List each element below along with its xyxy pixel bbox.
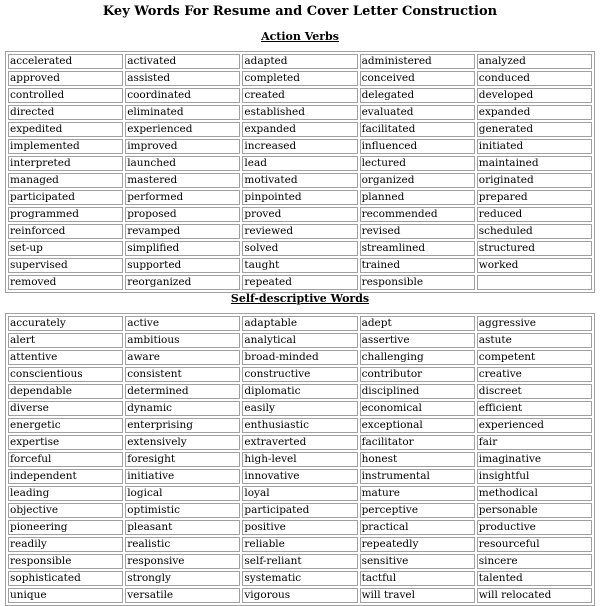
- table-cell: prepared: [477, 190, 592, 205]
- table-cell: conscientious: [8, 367, 123, 382]
- table-cell: conceived: [360, 71, 475, 86]
- table-cell: methodical: [477, 486, 592, 501]
- table-cell: worked: [477, 258, 592, 273]
- table-row: [8, 122, 592, 137]
- table-cell: reorganized: [125, 275, 240, 290]
- table-cell: personable: [477, 503, 592, 518]
- table-cell: expedited: [8, 122, 123, 137]
- table-cell: simplified: [125, 241, 240, 256]
- table-cell: readily: [8, 537, 123, 552]
- table-cell: innovative: [242, 469, 357, 484]
- table-cell: performed: [125, 190, 240, 205]
- table-cell: facilitator: [360, 435, 475, 450]
- table-cell: supervised: [8, 258, 123, 273]
- table-row: [8, 503, 592, 518]
- table-cell: completed: [242, 71, 357, 86]
- table-cell: competent: [477, 350, 592, 365]
- table-cell: pinpointed: [242, 190, 357, 205]
- table-row: [8, 173, 592, 188]
- table-cell: increased: [242, 139, 357, 154]
- table-cell: challenging: [360, 350, 475, 365]
- table-cell: originated: [477, 173, 592, 188]
- table-cell: sensitive: [360, 554, 475, 569]
- table-row: [8, 418, 592, 433]
- table-cell: active: [125, 316, 240, 331]
- table-cell: repeated: [242, 275, 357, 290]
- table-cell: enterprising: [125, 418, 240, 433]
- table-cell: scheduled: [477, 224, 592, 239]
- table-cell: coordinated: [125, 88, 240, 103]
- table-row: [8, 384, 592, 399]
- action-verbs-table: [5, 51, 595, 293]
- table-cell: maintained: [477, 156, 592, 171]
- table-cell: activated: [125, 54, 240, 69]
- table-cell: proposed: [125, 207, 240, 222]
- table-cell: eliminated: [125, 105, 240, 120]
- table-cell: alert: [8, 333, 123, 348]
- table-cell: expanded: [477, 105, 592, 120]
- table-cell: implemented: [8, 139, 123, 154]
- table-cell: interpreted: [8, 156, 123, 171]
- table-cell: extensively: [125, 435, 240, 450]
- table-cell: analyzed: [477, 54, 592, 69]
- table-cell: solved: [242, 241, 357, 256]
- table-cell: sophisticated: [8, 571, 123, 586]
- table-cell: systematic: [242, 571, 357, 586]
- table-cell: initiated: [477, 139, 592, 154]
- table-row: [8, 207, 592, 222]
- table-cell: creative: [477, 367, 592, 382]
- table-row: [8, 275, 592, 290]
- table-cell: loyal: [242, 486, 357, 501]
- table-cell: diverse: [8, 401, 123, 416]
- table-cell: set-up: [8, 241, 123, 256]
- table-cell: reviewed: [242, 224, 357, 239]
- table-cell: organized: [360, 173, 475, 188]
- table-cell: realistic: [125, 537, 240, 552]
- table-cell: logical: [125, 486, 240, 501]
- table-row: [8, 486, 592, 501]
- table-cell: revamped: [125, 224, 240, 239]
- table-cell: analytical: [242, 333, 357, 348]
- table-cell: participated: [242, 503, 357, 518]
- table-cell: assertive: [360, 333, 475, 348]
- table-row: [8, 435, 592, 450]
- table-cell: accelerated: [8, 54, 123, 69]
- table-cell: perceptive: [360, 503, 475, 518]
- table-cell: foresight: [125, 452, 240, 467]
- table-cell: attentive: [8, 350, 123, 365]
- table-row: [8, 258, 592, 273]
- table-cell: insightful: [477, 469, 592, 484]
- table-cell: experienced: [477, 418, 592, 433]
- table-cell: [477, 275, 592, 290]
- table-cell: evaluated: [360, 105, 475, 120]
- table-cell: streamlined: [360, 241, 475, 256]
- table-row: [8, 156, 592, 171]
- table-cell: adapted: [242, 54, 357, 69]
- table-cell: trained: [360, 258, 475, 273]
- table-cell: aware: [125, 350, 240, 365]
- table-cell: structured: [477, 241, 592, 256]
- table-cell: objective: [8, 503, 123, 518]
- table-cell: broad-minded: [242, 350, 357, 365]
- table-cell: repeatedly: [360, 537, 475, 552]
- table-cell: supported: [125, 258, 240, 273]
- table-row: [8, 333, 592, 348]
- table-cell: conduced: [477, 71, 592, 86]
- table-cell: optimistic: [125, 503, 240, 518]
- table-cell: created: [242, 88, 357, 103]
- table-row: [8, 401, 592, 416]
- table-cell: motivated: [242, 173, 357, 188]
- table-cell: will relocated: [477, 588, 592, 603]
- table-cell: vigorous: [242, 588, 357, 603]
- table-cell: directed: [8, 105, 123, 120]
- table-cell: influenced: [360, 139, 475, 154]
- table-cell: sincere: [477, 554, 592, 569]
- table-cell: pioneering: [8, 520, 123, 535]
- table-cell: mature: [360, 486, 475, 501]
- table-cell: easily: [242, 401, 357, 416]
- table-row: [8, 54, 592, 69]
- table-cell: constructive: [242, 367, 357, 382]
- table-cell: mastered: [125, 173, 240, 188]
- table-cell: aggressive: [477, 316, 592, 331]
- table-row: [8, 241, 592, 256]
- table-cell: economical: [360, 401, 475, 416]
- table-cell: adaptable: [242, 316, 357, 331]
- table-cell: forceful: [8, 452, 123, 467]
- action-verbs-heading: Action Verbs: [261, 30, 339, 43]
- table-cell: diplomatic: [242, 384, 357, 399]
- table-cell: efficient: [477, 401, 592, 416]
- table-cell: talented: [477, 571, 592, 586]
- table-cell: delegated: [360, 88, 475, 103]
- table-row: [8, 367, 592, 382]
- self-descriptive-words-table: [5, 313, 595, 606]
- table-row: [8, 571, 592, 586]
- table-cell: expanded: [242, 122, 357, 137]
- table-cell: improved: [125, 139, 240, 154]
- table-cell: reduced: [477, 207, 592, 222]
- table-cell: responsible: [360, 275, 475, 290]
- table-cell: revised: [360, 224, 475, 239]
- table-cell: responsive: [125, 554, 240, 569]
- table-cell: instrumental: [360, 469, 475, 484]
- table-row: [8, 469, 592, 484]
- table-cell: developed: [477, 88, 592, 103]
- table-cell: reinforced: [8, 224, 123, 239]
- table-cell: contributor: [360, 367, 475, 382]
- table-cell: extraverted: [242, 435, 357, 450]
- table-cell: lectured: [360, 156, 475, 171]
- table-cell: ambitious: [125, 333, 240, 348]
- table-row: [8, 520, 592, 535]
- table-row: [8, 350, 592, 365]
- table-cell: generated: [477, 122, 592, 137]
- table-cell: consistent: [125, 367, 240, 382]
- table-row: [8, 139, 592, 154]
- table-cell: astute: [477, 333, 592, 348]
- table-cell: disciplined: [360, 384, 475, 399]
- table-row: [8, 105, 592, 120]
- table-cell: administered: [360, 54, 475, 69]
- table-cell: strongly: [125, 571, 240, 586]
- table-cell: resourceful: [477, 537, 592, 552]
- self-descriptive-words-table-body: [8, 316, 592, 603]
- table-row: [8, 452, 592, 467]
- table-cell: assisted: [125, 71, 240, 86]
- table-cell: imaginative: [477, 452, 592, 467]
- table-row: [8, 554, 592, 569]
- table-cell: pleasant: [125, 520, 240, 535]
- table-cell: unique: [8, 588, 123, 603]
- table-cell: approved: [8, 71, 123, 86]
- table-row: [8, 71, 592, 86]
- table-cell: leading: [8, 486, 123, 501]
- table-row: [8, 224, 592, 239]
- table-cell: responsible: [8, 554, 123, 569]
- table-cell: launched: [125, 156, 240, 171]
- table-cell: established: [242, 105, 357, 120]
- table-cell: dependable: [8, 384, 123, 399]
- table-cell: controlled: [8, 88, 123, 103]
- table-cell: positive: [242, 520, 357, 535]
- table-cell: high-level: [242, 452, 357, 467]
- table-cell: experienced: [125, 122, 240, 137]
- table-row: [8, 588, 592, 603]
- table-cell: planned: [360, 190, 475, 205]
- table-cell: initiative: [125, 469, 240, 484]
- table-cell: fair: [477, 435, 592, 450]
- table-cell: adept: [360, 316, 475, 331]
- table-cell: productive: [477, 520, 592, 535]
- table-cell: facilitated: [360, 122, 475, 137]
- action-verbs-table-body: [8, 54, 592, 290]
- table-cell: taught: [242, 258, 357, 273]
- table-cell: programmed: [8, 207, 123, 222]
- table-row: [8, 316, 592, 331]
- table-row: [8, 537, 592, 552]
- table-cell: participated: [8, 190, 123, 205]
- table-row: [8, 88, 592, 103]
- table-cell: proved: [242, 207, 357, 222]
- table-cell: discreet: [477, 384, 592, 399]
- table-row: [8, 190, 592, 205]
- table-cell: enthusiastic: [242, 418, 357, 433]
- table-cell: managed: [8, 173, 123, 188]
- self-descriptive-words-heading: Self-descriptive Words: [230, 292, 370, 305]
- table-cell: will travel: [360, 588, 475, 603]
- table-cell: self-reliant: [242, 554, 357, 569]
- table-cell: recommended: [360, 207, 475, 222]
- table-cell: lead: [242, 156, 357, 171]
- table-cell: exceptional: [360, 418, 475, 433]
- page-title: Key Words For Resume and Cover Letter Construction: [102, 4, 498, 19]
- table-cell: versatile: [125, 588, 240, 603]
- table-cell: removed: [8, 275, 123, 290]
- table-cell: expertise: [8, 435, 123, 450]
- table-cell: independent: [8, 469, 123, 484]
- table-cell: energetic: [8, 418, 123, 433]
- table-cell: determined: [125, 384, 240, 399]
- table-cell: tactful: [360, 571, 475, 586]
- table-cell: practical: [360, 520, 475, 535]
- table-cell: accurately: [8, 316, 123, 331]
- table-cell: honest: [360, 452, 475, 467]
- table-cell: dynamic: [125, 401, 240, 416]
- table-cell: reliable: [242, 537, 357, 552]
